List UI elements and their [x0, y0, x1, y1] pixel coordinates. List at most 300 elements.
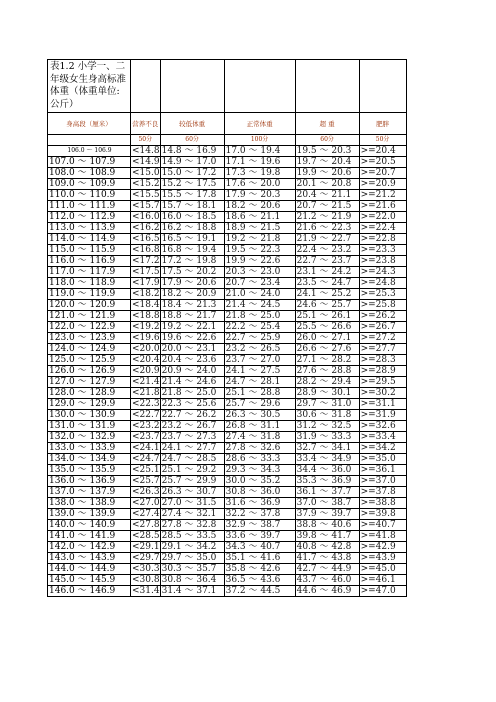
cell-overweight: 22.4 ～ 23.2	[295, 245, 359, 256]
cell-height: 125.0 ～ 125.9	[48, 355, 131, 366]
cell-low-weight: 27.8 ～ 32.8	[160, 520, 224, 531]
cell-obese: >=43.9	[359, 553, 406, 564]
cell-height: 106.0 ～ 106.9	[48, 146, 131, 157]
cell-normal-weight: 32.2 ～ 37.8	[224, 509, 295, 520]
cell-normal-weight: 25.7 ～ 29.6	[224, 399, 295, 410]
cell-obese: >=34.2	[359, 443, 406, 454]
cell-normal-weight: 26.8 ～ 31.1	[224, 421, 295, 432]
table-row	[48, 333, 407, 344]
table-row	[48, 498, 407, 509]
cell-low-weight: 29.1 ～ 34.2	[160, 542, 224, 553]
cell-normal-weight: 18.9 ～ 21.5	[224, 223, 295, 234]
cell-overweight: 26.6 ～ 27.6	[295, 344, 359, 355]
table-row	[48, 300, 407, 311]
cell-overweight: 19.7 ～ 20.4	[295, 157, 359, 168]
cell-low-weight: 25.1 ～ 29.2	[160, 465, 224, 476]
cell-height: 126.0 ～ 126.9	[48, 366, 131, 377]
weight-standard-table	[47, 59, 407, 597]
cell-normal-weight: 21.4 ～ 24.5	[224, 300, 295, 311]
cell-obese: >=33.4	[359, 432, 406, 443]
cell-malnutrition: <21.8	[132, 387, 160, 398]
cell-height: 109.0 ～ 109.9	[48, 179, 131, 190]
cell-obese: >=27.2	[359, 333, 406, 344]
cell-malnutrition: <14.9	[132, 156, 160, 167]
table-row	[48, 520, 407, 531]
cell-height: 140.0 ～ 140.9	[48, 520, 131, 531]
cell-height: 115.0 ～ 115.9	[48, 245, 131, 256]
cell-normal-weight: 22.7 ～ 25.9	[224, 333, 295, 344]
cell-malnutrition: <25.7	[132, 475, 160, 486]
cell-malnutrition: <20.0	[132, 343, 160, 354]
cell-malnutrition: <20.9	[132, 365, 160, 376]
cell-malnutrition: <15.5	[132, 189, 160, 200]
table-row	[48, 278, 407, 289]
cell-overweight: 31.2 ～ 32.5	[295, 421, 359, 432]
cell-malnutrition: <27.4	[132, 508, 160, 519]
cell-normal-weight: 21.0 ～ 24.0	[224, 289, 295, 300]
cell-low-weight: 25.7 ～ 29.9	[160, 476, 224, 487]
cell-height: 123.0 ～ 123.9	[48, 333, 131, 344]
cell-height: 134.0 ～ 134.9	[48, 454, 131, 465]
cell-overweight: 19.5 ～ 20.3	[295, 146, 359, 157]
cell-low-weight: 15.7 ～ 18.1	[160, 201, 224, 212]
cell-height: 113.0 ～ 113.9	[48, 223, 131, 234]
cell-overweight: 43.7 ～ 46.0	[295, 575, 359, 586]
cell-malnutrition: <15.2	[132, 178, 160, 189]
table-row	[48, 564, 407, 575]
cell-normal-weight: 19.2 ～ 21.8	[224, 234, 295, 245]
cell-normal-weight: 25.1 ～ 28.8	[224, 388, 295, 399]
cell-low-weight: 24.1 ～ 27.7	[160, 443, 224, 454]
cell-height: 120.0 ～ 120.9	[48, 300, 131, 311]
cell-low-weight: 17.2 ～ 19.8	[160, 256, 224, 267]
table-row	[48, 201, 407, 212]
cell-normal-weight: 34.3 ～ 40.7	[224, 542, 295, 553]
table-row	[48, 377, 407, 388]
cell-normal-weight: 18.2 ～ 20.6	[224, 201, 295, 212]
table-row	[48, 553, 407, 564]
cell-low-weight: 31.4 ～ 37.1	[160, 586, 224, 597]
table-row	[48, 289, 407, 300]
cell-overweight: 28.9 ～ 30.1	[295, 388, 359, 399]
cell-obese: >=41.8	[359, 531, 406, 542]
cell-normal-weight: 22.2 ～ 25.4	[224, 322, 295, 333]
cell-height: 119.0 ～ 119.9	[48, 289, 131, 300]
cell-normal-weight: 29.3 ～ 34.3	[224, 465, 295, 476]
cell-normal-weight: 28.6 ～ 33.3	[224, 454, 295, 465]
cell-low-weight: 16.2 ～ 18.8	[160, 223, 224, 234]
table-row	[48, 443, 407, 454]
cell-malnutrition: <18.4	[132, 299, 160, 310]
cell-overweight: 40.8 ～ 42.8	[295, 542, 359, 553]
cell-height: 143.0 ～ 143.9	[48, 553, 131, 564]
score-normal-weight: 100分	[224, 135, 295, 146]
cell-height: 127.0 ～ 127.9	[48, 377, 131, 388]
cell-low-weight: 30.3 ～ 35.7	[160, 564, 224, 575]
score-obese: 50分	[359, 135, 406, 146]
cell-low-weight: 19.6 ～ 22.6	[160, 333, 224, 344]
cell-low-weight: 15.0 ～ 17.2	[160, 168, 224, 179]
header-normal-weight: 正常体重	[224, 113, 295, 135]
table-row	[48, 487, 407, 498]
cell-overweight: 20.1 ～ 20.8	[295, 179, 359, 190]
cell-malnutrition: <17.2	[132, 255, 160, 266]
cell-low-weight: 21.4 ～ 24.6	[160, 377, 224, 388]
cell-overweight: 32.7 ～ 34.1	[295, 443, 359, 454]
table-row	[48, 399, 407, 410]
cell-low-weight: 17.5 ～ 20.2	[160, 267, 224, 278]
cell-overweight: 41.7 ～ 43.8	[295, 553, 359, 564]
cell-malnutrition: <22.3	[132, 398, 160, 409]
cell-malnutrition: <16.0	[132, 211, 160, 222]
cell-low-weight: 20.0 ～ 23.1	[160, 344, 224, 355]
table-row	[48, 190, 407, 201]
cell-overweight: 31.9 ～ 33.3	[295, 432, 359, 443]
cell-low-weight: 22.7 ～ 26.2	[160, 410, 224, 421]
cell-malnutrition: <21.4	[132, 376, 160, 387]
score-malnutrition: 50分	[131, 135, 161, 146]
cell-normal-weight: 17.3 ～ 19.8	[224, 168, 295, 179]
cell-overweight: 20.4 ～ 21.1	[295, 190, 359, 201]
cell-obese: >=22.0	[359, 212, 406, 223]
cell-normal-weight: 23.7 ～ 27.0	[224, 355, 295, 366]
cell-overweight: 21.2 ～ 21.9	[295, 212, 359, 223]
cell-low-weight: 19.2 ～ 22.1	[160, 322, 224, 333]
table-row	[48, 146, 407, 157]
cell-malnutrition: <22.7	[132, 409, 160, 420]
cell-height: 142.0 ～ 142.9	[48, 542, 131, 553]
cell-overweight: 23.5 ～ 24.7	[295, 278, 359, 289]
cell-malnutrition: <15.0	[132, 167, 160, 178]
table-row	[48, 388, 407, 399]
cell-malnutrition: <20.4	[132, 354, 160, 365]
cell-malnutrition: <27.0	[132, 497, 160, 508]
cell-malnutrition: <29.7	[132, 552, 160, 563]
cell-overweight: 44.6 ～ 46.9	[295, 586, 359, 597]
cell-obese: >=26.2	[359, 311, 406, 322]
cell-normal-weight: 30.0 ～ 35.2	[224, 476, 295, 487]
cell-obese: >=20.4	[359, 146, 406, 157]
cell-low-weight: 21.8 ～ 25.0	[160, 388, 224, 399]
cell-obese: >=40.7	[359, 520, 406, 531]
cell-low-weight: 23.7 ～ 27.3	[160, 432, 224, 443]
cell-height: 145.0 ～ 145.9	[48, 575, 131, 586]
cell-malnutrition: <27.8	[132, 519, 160, 530]
cell-normal-weight: 20.7 ～ 23.4	[224, 278, 295, 289]
table-row	[48, 179, 407, 190]
cell-normal-weight: 20.3 ～ 23.0	[224, 267, 295, 278]
cell-normal-weight: 23.2 ～ 26.5	[224, 344, 295, 355]
table-row	[48, 509, 407, 520]
cell-height: 116.0 ～ 116.9	[48, 256, 131, 267]
cell-malnutrition: <31.4	[132, 585, 160, 596]
cell-obese: >=25.3	[359, 289, 406, 300]
cell-overweight: 39.8 ～ 41.7	[295, 531, 359, 542]
cell-overweight: 29.7 ～ 31.0	[295, 399, 359, 410]
cell-height: 132.0 ～ 132.9	[48, 432, 131, 443]
table-row	[48, 586, 407, 597]
cell-normal-weight: 35.8 ～ 42.6	[224, 564, 295, 575]
cell-overweight: 37.0 ～ 38.7	[295, 498, 359, 509]
cell-overweight: 19.9 ～ 20.6	[295, 168, 359, 179]
table-row	[48, 322, 407, 333]
cell-height: 137.0 ～ 137.9	[48, 487, 131, 498]
cell-obese: >=22.4	[359, 223, 406, 234]
cell-low-weight: 24.7 ～ 28.5	[160, 454, 224, 465]
cell-obese: >=24.3	[359, 267, 406, 278]
cell-normal-weight: 19.5 ～ 22.3	[224, 245, 295, 256]
cell-height: 128.0 ～ 128.9	[48, 388, 131, 399]
score-row	[48, 135, 407, 146]
cell-overweight: 28.2 ～ 29.4	[295, 377, 359, 388]
table-row	[48, 168, 407, 179]
table-row	[48, 245, 407, 256]
cell-obese: >=38.8	[359, 498, 406, 509]
cell-overweight: 25.5 ～ 26.6	[295, 322, 359, 333]
cell-overweight: 42.7 ～ 44.9	[295, 564, 359, 575]
cell-obese: >=20.7	[359, 168, 406, 179]
cell-height: 129.0 ～ 129.9	[48, 399, 131, 410]
cell-normal-weight: 18.6 ～ 21.1	[224, 212, 295, 223]
cell-low-weight: 15.2 ～ 17.5	[160, 179, 224, 190]
cell-obese: >=47.0	[359, 586, 406, 597]
table-row	[48, 366, 407, 377]
cell-height: 117.0 ～ 117.9	[48, 267, 131, 278]
table-row	[48, 465, 407, 476]
cell-height: 111.0 ～ 111.9	[48, 201, 131, 212]
table-row	[48, 311, 407, 322]
cell-height: 141.0 ～ 141.9	[48, 531, 131, 542]
table-row	[48, 344, 407, 355]
table-row	[48, 531, 407, 542]
cell-malnutrition: <18.2	[132, 288, 160, 299]
cell-low-weight: 14.9 ～ 17.0	[160, 157, 224, 168]
cell-malnutrition: <14.8	[132, 145, 160, 156]
cell-low-weight: 27.0 ～ 31.5	[160, 498, 224, 509]
cell-obese: >=24.8	[359, 278, 406, 289]
cell-normal-weight: 26.3 ～ 30.5	[224, 410, 295, 421]
cell-obese: >=26.7	[359, 322, 406, 333]
table-title: 表1.2 小学一、二年级女生身高标准体重（体重单位:公斤）	[48, 60, 131, 113]
table-row	[48, 542, 407, 553]
cell-low-weight: 23.2 ～ 26.7	[160, 421, 224, 432]
cell-obese: >=21.6	[359, 201, 406, 212]
cell-low-weight: 20.9 ～ 24.0	[160, 366, 224, 377]
cell-low-weight: 16.8 ～ 19.4	[160, 245, 224, 256]
cell-normal-weight: 17.6 ～ 20.0	[224, 179, 295, 190]
header-height: 身高段（厘米）	[48, 113, 131, 135]
cell-overweight: 24.6 ～ 25.7	[295, 300, 359, 311]
cell-malnutrition: <17.5	[132, 266, 160, 277]
cell-overweight: 33.4 ～ 34.9	[295, 454, 359, 465]
cell-overweight: 23.1 ～ 24.2	[295, 267, 359, 278]
cell-overweight: 21.9 ～ 22.7	[295, 234, 359, 245]
cell-normal-weight: 31.6 ～ 36.9	[224, 498, 295, 509]
cell-malnutrition: <16.2	[132, 222, 160, 233]
table-row	[48, 256, 407, 267]
score-low-weight: 60分	[160, 135, 224, 146]
cell-malnutrition: <30.3	[132, 563, 160, 574]
cell-height: 136.0 ～ 136.9	[48, 476, 131, 487]
cell-obese: >=22.8	[359, 234, 406, 245]
cell-malnutrition: <16.5	[132, 233, 160, 244]
cell-height: 144.0 ～ 144.9	[48, 564, 131, 575]
cell-overweight: 20.7 ～ 21.5	[295, 201, 359, 212]
cell-overweight: 27.6 ～ 28.8	[295, 366, 359, 377]
cell-normal-weight: 24.7 ～ 28.1	[224, 377, 295, 388]
table-row	[48, 157, 407, 168]
cell-obese: >=35.0	[359, 454, 406, 465]
table-row	[48, 421, 407, 432]
cell-low-weight: 28.5 ～ 33.5	[160, 531, 224, 542]
cell-low-weight: 15.5 ～ 17.8	[160, 190, 224, 201]
header-obese: 肥胖	[359, 113, 406, 135]
cell-obese: >=20.9	[359, 179, 406, 190]
cell-height: 130.0 ～ 130.9	[48, 410, 131, 421]
cell-normal-weight: 19.9 ～ 22.6	[224, 256, 295, 267]
cell-malnutrition: <18.8	[132, 310, 160, 321]
cell-normal-weight: 17.1 ～ 19.6	[224, 157, 295, 168]
cell-height: 114.0 ～ 114.9	[48, 234, 131, 245]
cell-overweight: 26.0 ～ 27.1	[295, 333, 359, 344]
cell-overweight: 37.9 ～ 39.7	[295, 509, 359, 520]
cell-obese: >=23.3	[359, 245, 406, 256]
cell-normal-weight: 30.8 ～ 36.0	[224, 487, 295, 498]
cell-overweight: 27.1 ～ 28.2	[295, 355, 359, 366]
cell-obese: >=23.8	[359, 256, 406, 267]
cell-low-weight: 16.0 ～ 18.5	[160, 212, 224, 223]
cell-overweight: 34.4 ～ 36.0	[295, 465, 359, 476]
cell-normal-weight: 35.1 ～ 41.6	[224, 553, 295, 564]
header-low-weight: 较低体重	[160, 113, 224, 135]
cell-low-weight: 20.4 ～ 23.6	[160, 355, 224, 366]
cell-height: 133.0 ～ 133.9	[48, 443, 131, 454]
cell-malnutrition: <24.7	[132, 453, 160, 464]
cell-height: 124.0 ～ 124.9	[48, 344, 131, 355]
cell-malnutrition: <28.5	[132, 530, 160, 541]
cell-height: 118.0 ～ 118.9	[48, 278, 131, 289]
cell-obese: >=31.1	[359, 399, 406, 410]
cell-malnutrition: <29.1	[132, 541, 160, 552]
cell-obese: >=28.9	[359, 366, 406, 377]
table-row	[48, 267, 407, 278]
cell-low-weight: 26.3 ～ 30.7	[160, 487, 224, 498]
cell-normal-weight: 33.6 ～ 39.7	[224, 531, 295, 542]
cell-obese: >=45.0	[359, 564, 406, 575]
cell-overweight: 38.8 ～ 40.6	[295, 520, 359, 531]
cell-obese: >=28.3	[359, 355, 406, 366]
cell-normal-weight: 17.0 ～ 19.4	[224, 146, 295, 157]
cell-normal-weight: 21.8 ～ 25.0	[224, 311, 295, 322]
cell-height: 138.0 ～ 138.9	[48, 498, 131, 509]
cell-malnutrition: <23.2	[132, 420, 160, 431]
cell-obese: >=36.1	[359, 465, 406, 476]
cell-normal-weight: 27.8 ～ 32.6	[224, 443, 295, 454]
cell-obese: >=20.5	[359, 157, 406, 168]
cell-height: 107.0 ～ 107.9	[48, 157, 131, 168]
table-row	[48, 234, 407, 245]
header-malnutrition: 营养不良	[131, 113, 161, 135]
cell-low-weight: 30.8 ～ 36.4	[160, 575, 224, 586]
score-overweight: 60分	[295, 135, 359, 146]
cell-low-weight: 18.4 ～ 21.3	[160, 300, 224, 311]
cell-normal-weight: 36.5 ～ 43.6	[224, 575, 295, 586]
cell-normal-weight: 32.9 ～ 38.7	[224, 520, 295, 531]
cell-obese: >=46.1	[359, 575, 406, 586]
table-row	[48, 476, 407, 487]
cell-height: 131.0 ～ 131.9	[48, 421, 131, 432]
cell-malnutrition: <25.1	[132, 464, 160, 475]
cell-obese: >=42.9	[359, 542, 406, 553]
cell-malnutrition: <16.8	[132, 244, 160, 255]
cell-height: 139.0 ～ 139.9	[48, 509, 131, 520]
cell-normal-weight: 24.1 ～ 27.5	[224, 366, 295, 377]
cell-obese: >=27.7	[359, 344, 406, 355]
cell-obese: >=37.0	[359, 476, 406, 487]
cell-obese: >=25.8	[359, 300, 406, 311]
cell-height: 135.0 ～ 135.9	[48, 465, 131, 476]
cell-obese: >=39.8	[359, 509, 406, 520]
cell-malnutrition: <15.7	[132, 200, 160, 211]
cell-low-weight: 22.3 ～ 25.6	[160, 399, 224, 410]
cell-obese: >=37.8	[359, 487, 406, 498]
cell-low-weight: 29.7 ～ 35.0	[160, 553, 224, 564]
cell-height: 121.0 ～ 121.9	[48, 311, 131, 322]
cell-normal-weight: 27.4 ～ 31.8	[224, 432, 295, 443]
table-row	[48, 432, 407, 443]
cell-height: 112.0 ～ 112.9	[48, 212, 131, 223]
table-row	[48, 575, 407, 586]
cell-malnutrition: <24.1	[132, 442, 160, 453]
cell-overweight: 24.1 ～ 25.2	[295, 289, 359, 300]
cell-low-weight: 18.2 ～ 20.9	[160, 289, 224, 300]
cell-overweight: 36.1 ～ 37.7	[295, 487, 359, 498]
cell-overweight: 30.6 ～ 31.8	[295, 410, 359, 421]
cell-overweight: 25.1 ～ 26.1	[295, 311, 359, 322]
cell-obese: >=21.2	[359, 190, 406, 201]
cell-malnutrition: <30.8	[132, 574, 160, 585]
table-row	[48, 212, 407, 223]
cell-malnutrition: <26.3	[132, 486, 160, 497]
cell-malnutrition: <19.2	[132, 321, 160, 332]
cell-height: 122.0 ～ 122.9	[48, 322, 131, 333]
cell-malnutrition: <17.9	[132, 277, 160, 288]
cell-normal-weight: 17.9 ～ 20.3	[224, 190, 295, 201]
cell-obese: >=30.2	[359, 388, 406, 399]
cell-obese: >=29.5	[359, 377, 406, 388]
cell-obese: >=32.6	[359, 421, 406, 432]
header-row	[48, 113, 407, 135]
cell-obese: >=31.9	[359, 410, 406, 421]
table-row	[48, 223, 407, 234]
table-row	[48, 454, 407, 465]
cell-malnutrition: <23.7	[132, 431, 160, 442]
cell-normal-weight: 37.2 ～ 44.5	[224, 586, 295, 597]
cell-overweight: 21.6 ～ 22.3	[295, 223, 359, 234]
cell-malnutrition: <19.6	[132, 332, 160, 343]
table-row	[48, 355, 407, 366]
header-overweight: 超 重	[295, 113, 359, 135]
cell-low-weight: 14.8 ～ 16.9	[160, 146, 224, 157]
cell-low-weight: 16.5 ～ 19.1	[160, 234, 224, 245]
cell-overweight: 35.3 ～ 36.9	[295, 476, 359, 487]
title-row	[48, 60, 407, 113]
cell-low-weight: 18.8 ～ 21.7	[160, 311, 224, 322]
cell-low-weight: 17.9 ～ 20.6	[160, 278, 224, 289]
cell-height: 108.0 ～ 108.9	[48, 168, 131, 179]
table-row	[48, 410, 407, 421]
cell-overweight: 22.7 ～ 23.7	[295, 256, 359, 267]
